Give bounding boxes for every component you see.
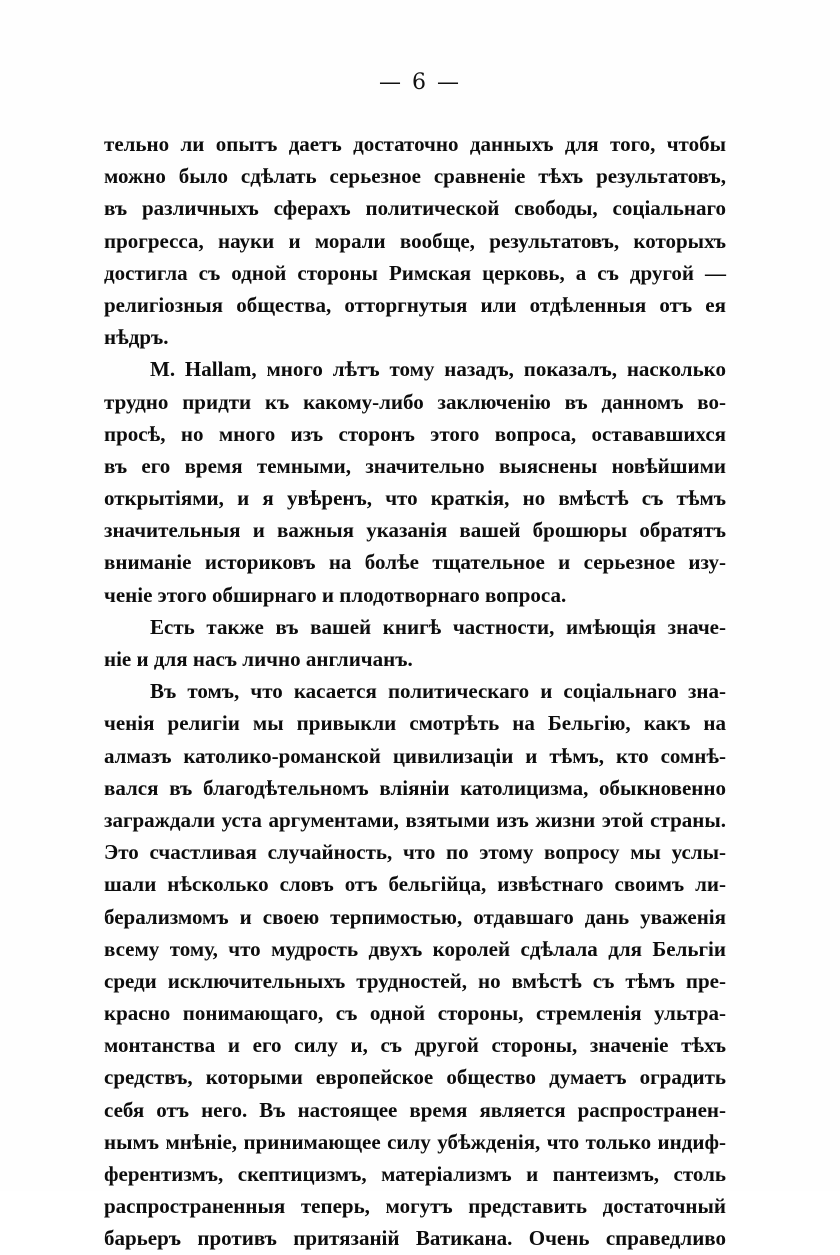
text-line: алмазъ католико-романской цивилизаціи и тѣмъ, кто сомнѣ-: [104, 743, 726, 768]
text-line: религіозныя общества, отторгнутыя или отдѣленныя отъ ея: [104, 292, 726, 317]
text-line: можно было сдѣлать серьезное сравненіе тѣхъ результатовъ,: [104, 164, 726, 189]
text-line: M. Hallam, много лѣтъ тому назадъ, показалъ, насколько: [150, 357, 726, 382]
text-line: просѣ, но много изъ сторонъ этого вопроса, остававшихся: [104, 421, 726, 446]
text-line: достигла съ одной стороны Римская церковь, а съ другой —: [104, 260, 726, 285]
text-line: нымъ мнѣніе, принимающее силу убѣжденія, что только индиф-: [104, 1129, 726, 1154]
paragraph: [104, 353, 726, 611]
text-line: Это счастливая случайность, что по этому вопросу мы услы-: [104, 840, 726, 865]
text-line: всему тому, что мудрость двухъ королей сдѣлала для Бельгіи: [104, 936, 726, 961]
page-number: — 6 —: [379, 70, 461, 95]
text-line: вниманіе историковъ на болѣе тщательное и серьезное изу-: [104, 550, 726, 575]
paragraph: [104, 675, 726, 1254]
text-line: себя отъ него. Въ настоящее время является распространен-: [104, 1097, 726, 1122]
text-line: ченіе этого обширнаго и плодотворнаго вопроса.: [104, 582, 567, 607]
text-line: открытіями, и я увѣренъ, что краткія, но вмѣстѣ съ тѣмъ: [104, 486, 726, 511]
text-line: распространенныя теперь, могутъ представить достаточный: [104, 1194, 726, 1219]
text-line: вался въ благодѣтельномъ вліяніи католицизма, обыкновенно: [104, 775, 726, 800]
text-line: Въ томъ, что касается политическаго и соціальнаго зна-: [150, 679, 726, 704]
paragraph: [104, 611, 726, 675]
text-line: барьеръ противъ притязаній Ватикана. Очень справедливо: [104, 1226, 726, 1251]
text-line: прогресса, науки и морали вообще, результатовъ, которыхъ: [104, 228, 726, 253]
text-line: ченія религіи мы привыкли смотрѣть на Бельгію, какъ на: [104, 711, 726, 736]
text-line: берализмомъ и своею терпимостью, отдавшаго дань уваженія: [104, 904, 726, 929]
page-text: [104, 128, 726, 1255]
text-line: трудно придти къ какому-либо заключенію въ данномъ во-: [104, 389, 726, 414]
text-line: монтанства и его силу и, съ другой стороны, значеніе тѣхъ: [104, 1033, 726, 1058]
text-line: среди исключительныхъ трудностей, но вмѣстѣ съ тѣмъ пре-: [104, 968, 726, 993]
text-line: тельно ли опытъ даетъ достаточно данныхъ для того, чтобы: [104, 132, 726, 156]
text-line: въ его время темными, значительно выяснены новѣйшими: [104, 453, 726, 478]
text-line: ферентизмъ, скептицизмъ, матеріализмъ и пантеизмъ, столь: [104, 1162, 726, 1186]
text-line: средствъ, которыми европейское общество думаетъ оградить: [104, 1065, 726, 1090]
text-line: значительныя и важныя указанія вашей брошюры обратятъ: [104, 518, 726, 543]
text-line: Есть также въ вашей книгѣ частности, имѣющія значе-: [150, 614, 726, 639]
text-line: нѣдръ.: [104, 325, 169, 350]
text-line: шали нѣсколько словъ отъ бельгійца, извѣстнаго своимъ ли-: [104, 872, 726, 897]
text-line: въ различныхъ сферахъ политической свободы, соціальнаго: [104, 196, 726, 221]
text-line: ніе и для насъ лично англичанъ.: [104, 647, 413, 671]
paragraph: [104, 128, 726, 353]
text-line: заграждали уста аргументами, взятыми изъ жизни этой страны.: [104, 807, 726, 832]
text-line: красно понимающаго, съ одной стороны, стремленія ультра-: [104, 1001, 726, 1026]
